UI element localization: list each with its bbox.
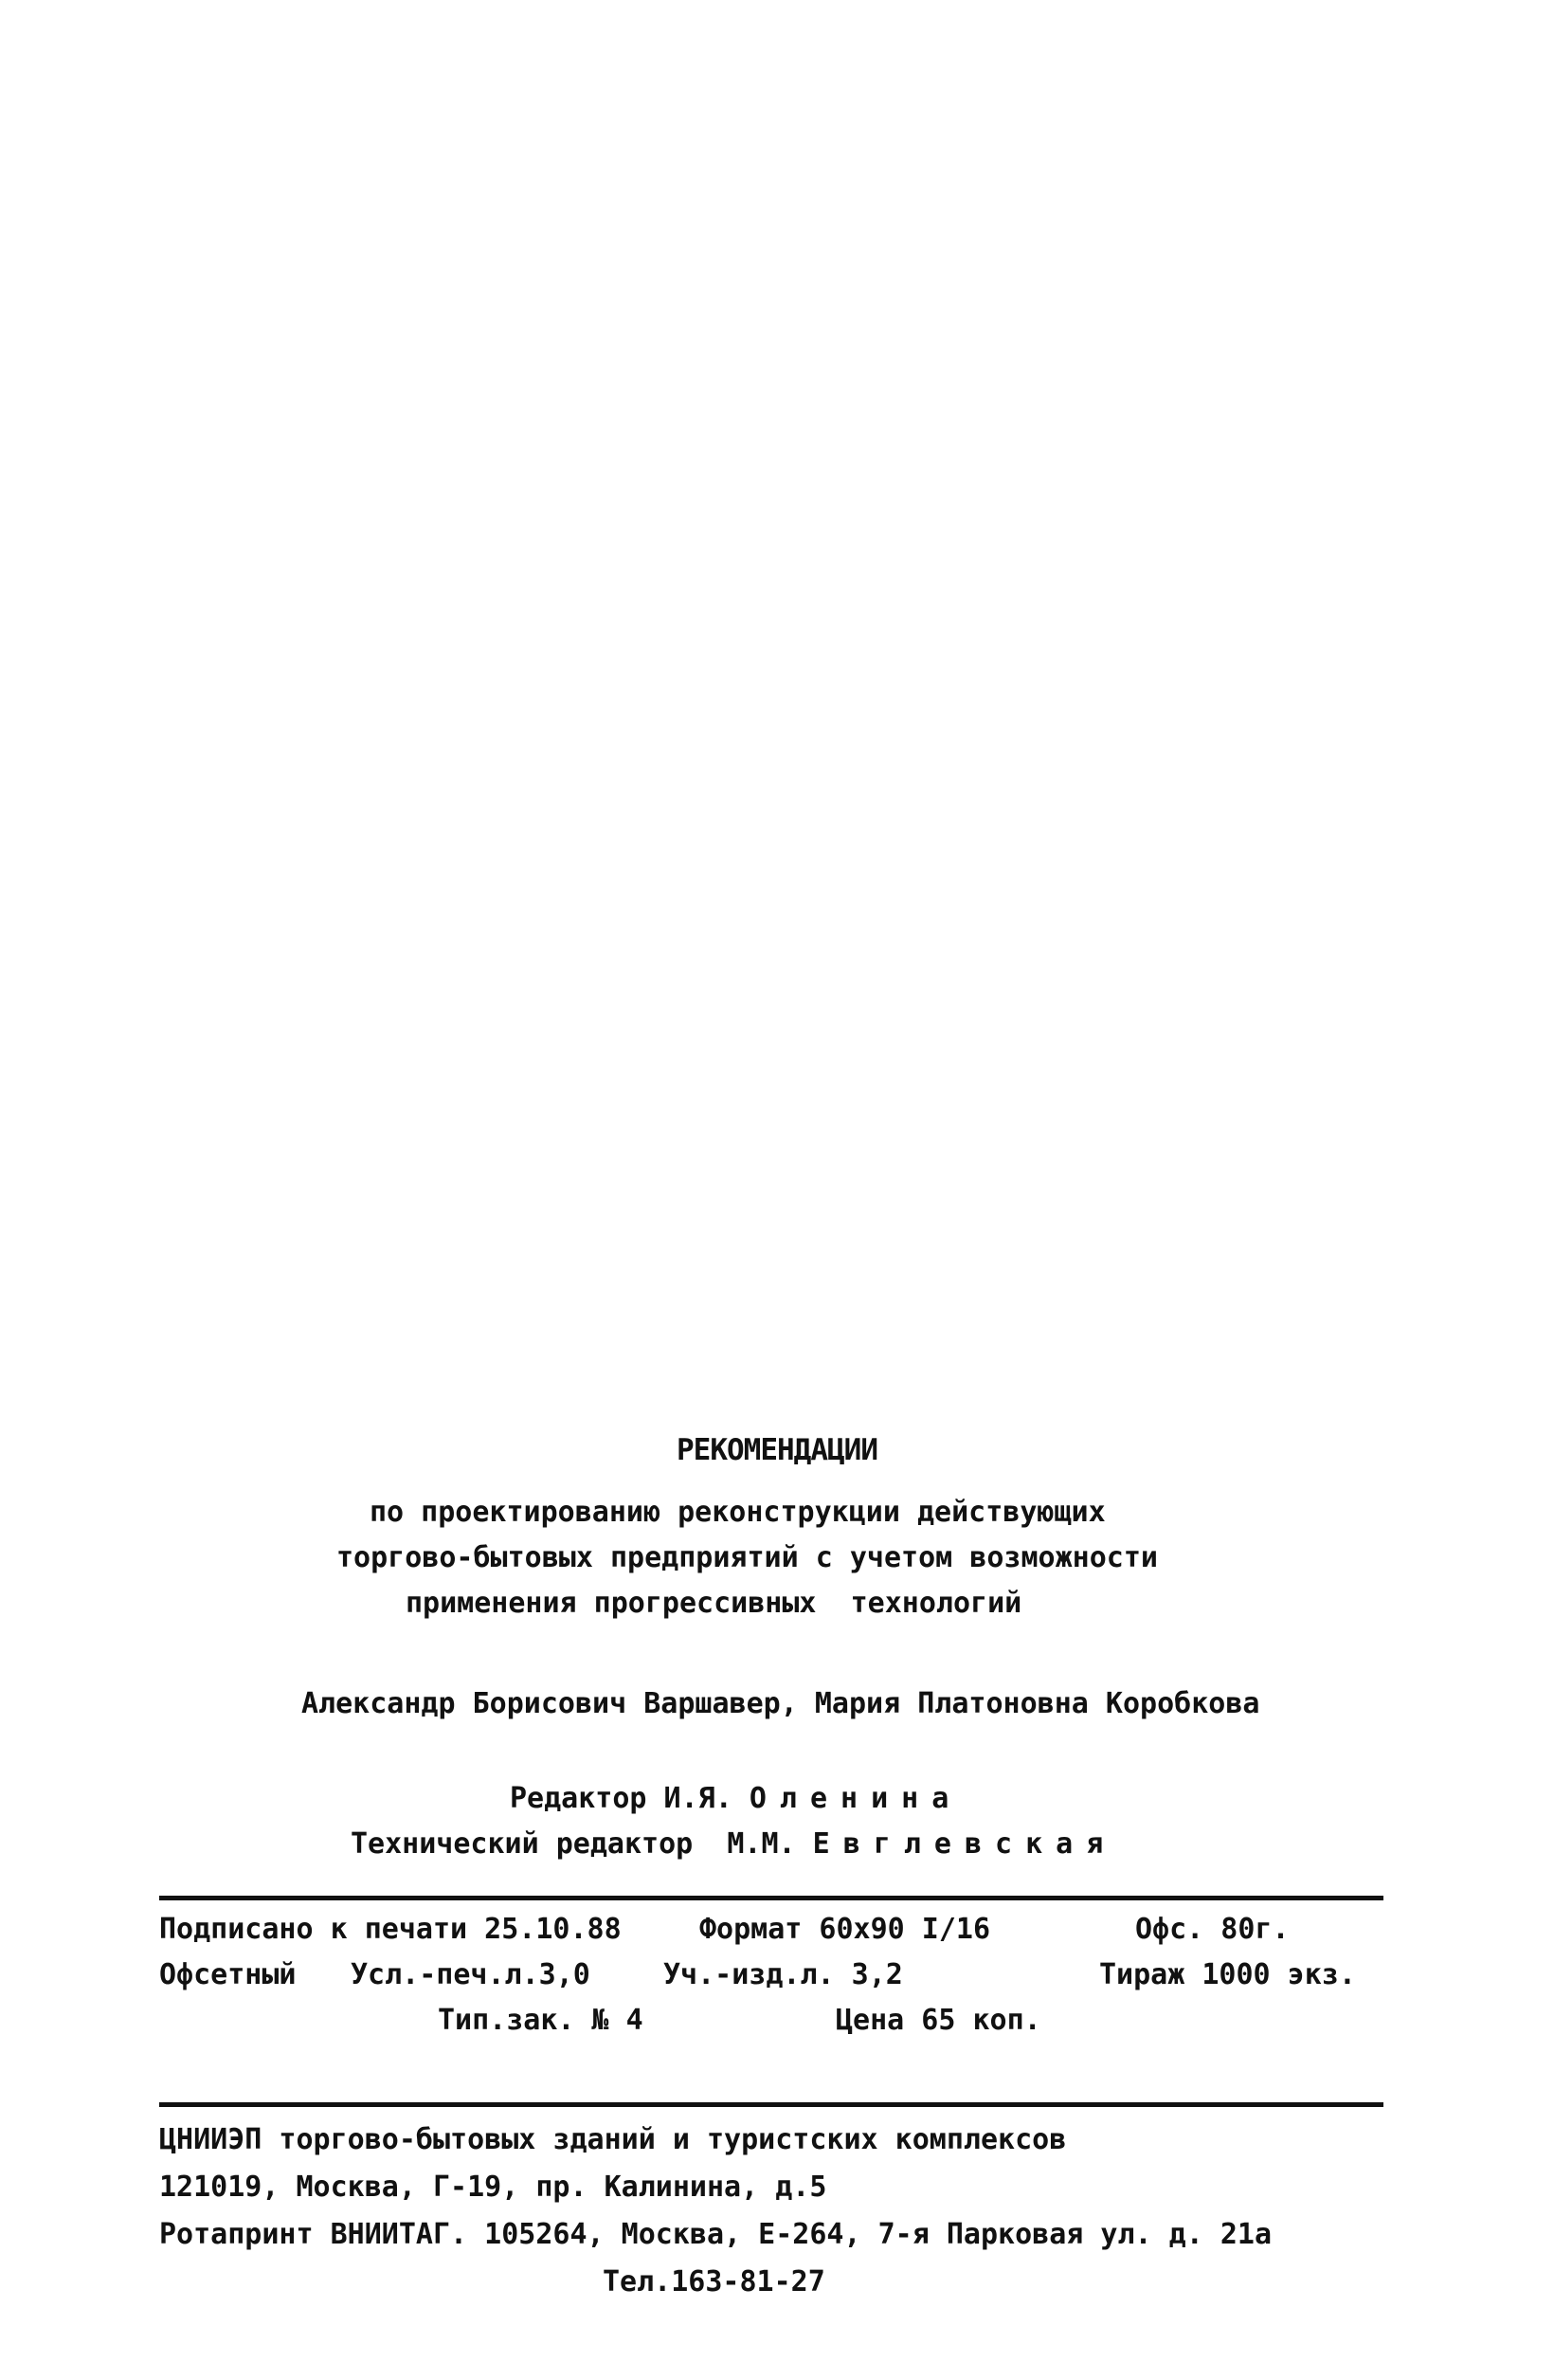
tech-editor-name: Евглевская bbox=[812, 1827, 1117, 1861]
document-title: РЕКОМЕНДАЦИИ bbox=[677, 1433, 877, 1467]
imprint-signed: Подписано к печати 25.10.88 bbox=[159, 1913, 622, 1946]
subtitle-line-3: применения прогрессивных технологий bbox=[406, 1587, 1022, 1620]
divider-bottom bbox=[159, 2102, 1383, 2107]
imprint-paper: Офс. 80г. bbox=[1135, 1913, 1290, 1946]
imprint-price: Цена 65 коп. bbox=[836, 2004, 1041, 2037]
divider-top bbox=[159, 1896, 1383, 1900]
tech-editor-label: Технический редактор М.М. bbox=[351, 1827, 796, 1861]
tech-editor-line bbox=[351, 1827, 1116, 1862]
editor-label: Редактор И.Я. bbox=[510, 1782, 732, 1815]
imprint-print-type: Офсетный bbox=[159, 1958, 297, 1991]
subtitle-line-2: торгово-бытовых предприятий с учетом возможности bbox=[336, 1541, 1158, 1574]
imprint-format: Формат 60х90 I/16 bbox=[699, 1913, 991, 1946]
subtitle-line-1: по проектированию реконструкции действующих bbox=[370, 1496, 1106, 1529]
printer-address: Ротапринт ВНИИТАГ. 105264, Москва, Е-264, 7-я Парковая ул. д. 21а bbox=[159, 2218, 1272, 2251]
editor-name: Оленина bbox=[749, 1782, 963, 1815]
authors: Александр Борисович Варшавер, Мария Платоновна Коробкова bbox=[301, 1687, 1260, 1720]
publisher-name: ЦНИИЭП торгово-бытовых зданий и туристских комплексов bbox=[159, 2123, 1067, 2156]
imprint-order: Тип.зак. № 4 bbox=[438, 2004, 643, 2037]
editor-line bbox=[510, 1782, 962, 1816]
printer-phone: Тел.163-81-27 bbox=[603, 2265, 825, 2298]
publisher-address: 121019, Москва, Г-19, пр. Калинина, д.5 bbox=[159, 2171, 827, 2204]
imprint-edit-sheets: Уч.-изд.л. 3,2 bbox=[663, 1958, 903, 1991]
imprint-print-sheets: Усл.-печ.л.3,0 bbox=[351, 1958, 590, 1991]
imprint-run: Тираж 1000 экз. bbox=[1099, 1958, 1356, 1991]
